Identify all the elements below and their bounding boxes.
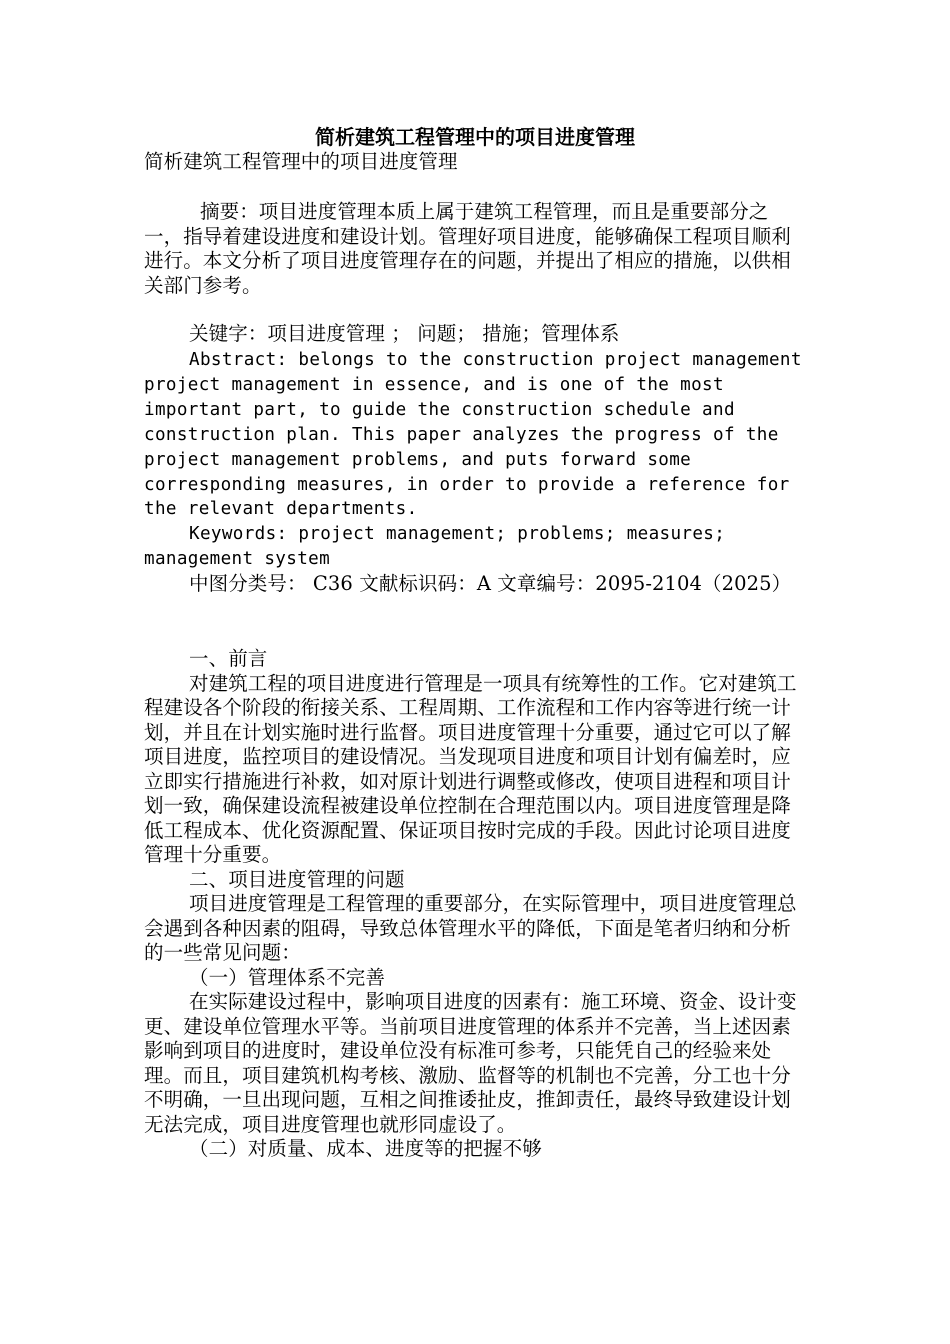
abstract-en-block [144, 348, 806, 522]
section-2-heading: 二、项目进度管理的问题 [189, 867, 405, 891]
subsection-1-paragraph: 在实际建设过程中，影响项目进度的因素有：施工环境、资金、设计变更、建设单位管理水平等。当前项目进度管理的体系并不完善，当上述因素影响到项目的进度时，建设单位没有标准可参考，只能凭自己的经验来处理。而且，项目建筑机构考核、激励、监督等的机制也不完善，分工也十分不明确，一旦出现问题，互相之间推诿扯皮，推卸责任，最终导致建设计划无法完成，项目进度管理也就形同虚设了。 [144, 990, 797, 1136]
classification-line: 中图分类号： C36 文献标识码：A 文章编号：2095-2104（2025） [189, 572, 792, 595]
keywords-en-block [144, 522, 806, 572]
section-1-heading: 一、前言 [189, 647, 268, 670]
keywords-en: Keywords: project management; problems; measures; management system [144, 524, 726, 569]
section-2-paragraph: 项目进度管理是工程管理的重要部分，在实际管理中，项目进度管理总会遇到各种因素的阻碍，导致总体管理水平的降低，下面是笔者归纳和分析的一些常见问题： [144, 892, 797, 964]
body-text [144, 647, 806, 1162]
document-title: 简析建筑工程管理中的项目进度管理 [315, 125, 635, 149]
classification-block [144, 572, 806, 597]
subsection-1-heading: （一）管理体系不完善 [189, 965, 386, 989]
abstract-cn: 摘要：项目进度管理本质上属于建筑工程管理，而且是重要部分之一，指导着建设进度和建设计划。管理好项目进度，能够确保工程项目顺利进行。本文分析了项目进度管理存在的问题，并提出了相应的措施，以供相关部门参考。 [144, 200, 791, 297]
abstract-cn-block [144, 200, 806, 298]
keywords-cn-block [144, 322, 806, 347]
abstract-en: Abstract: belongs to the construction project management project management in essence, and is one of the most important part, to guide the construction schedule and construction plan. This paper analyzes the progress of the project management problems, and puts forward some corresponding measures, in order to provide a reference for the relevant departments. [144, 350, 802, 520]
document-subtitle: 简析建筑工程管理中的项目进度管理 [144, 150, 458, 173]
document-subtitle-block [144, 150, 806, 175]
keywords-cn: 关键字：项目进度管理 ； 问题； 措施；管理体系 [189, 322, 620, 345]
section-1-paragraph: 对建筑工程的项目进度进行管理是一项具有统筹性的工作。它对建筑工程建设各个阶段的衔接关系、工程周期、工作流程和工作内容等进行统一计划，并且在计划实施时进行监督。项目进度管理十分重要，通过它可以了解项目进度，监控项目的建设情况。当发现项目进度和项目计划有偏差时，应立即实行措施进行补救，如对原计划进行调整或修改，使项目进程和项目计划一致，确保建设流程被建设单位控制在合理范围以内。项目进度管理是降低工程成本、优化资源配置、保证项目按时完成的手段。因此讨论项目进度管理十分重要。 [144, 671, 797, 866]
subsection-2-heading: （二）对质量、成本、进度等的把握不够 [189, 1137, 542, 1160]
